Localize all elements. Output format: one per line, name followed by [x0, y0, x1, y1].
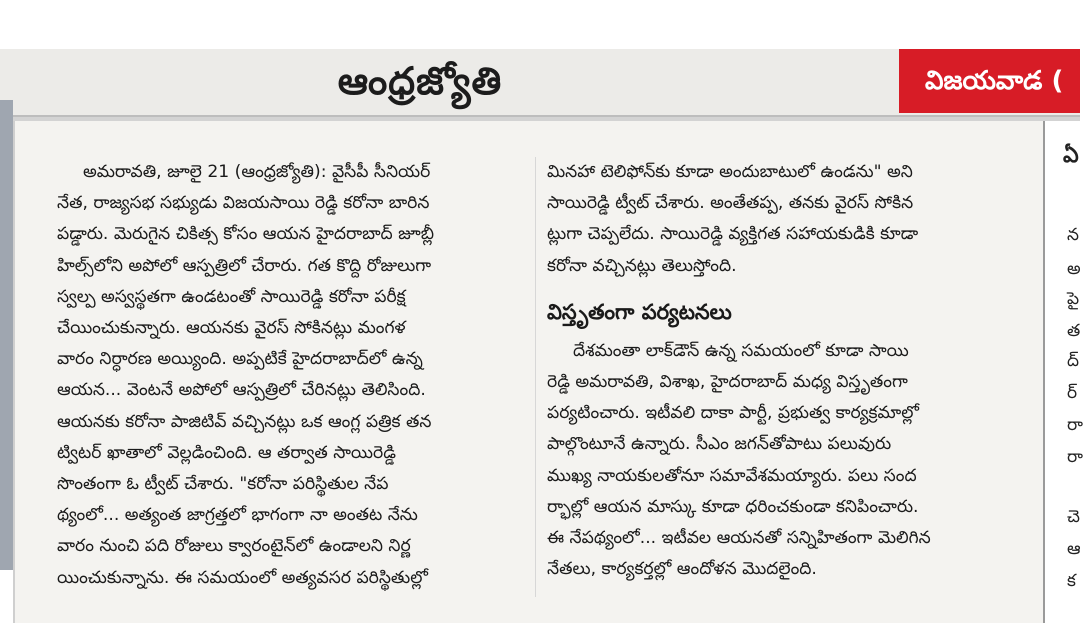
adjacent-article-edge [1043, 121, 1082, 623]
news-article [13, 121, 1045, 623]
adjacent-fragment: పై [1067, 289, 1080, 309]
adjacent-fragment: ద్ [1067, 351, 1080, 371]
article-line: మినహా టెలిఫోన్‌కు కూడా అందుబాటులో ఉండను" అని [547, 162, 913, 182]
article-line: ముఖ్య నాయకులతోనూ సమావేశమయ్యారు. పలు సంద [547, 465, 917, 486]
column-divider [535, 157, 536, 597]
article-line: నేత, రాజ్యసభ సభ్యుడు విజయసాయి రెడ్డి కరోనా బారిన [57, 193, 430, 214]
article-subheading: విస్తృతంగా పర్యటనలు [547, 299, 732, 324]
article-line: చేయించుకున్నారు. ఆయనకు వైరస్ సోకినట్లు మంగళ [57, 318, 406, 339]
article-column-1 [57, 157, 545, 594]
article-line: ట్లుగా చెప్పలేదు. సాయిరెడ్డి వ్యక్తిగత సహాయకుడికి కూడా [547, 224, 919, 245]
article-line: వారం నుంచి పది రోజులు క్వారంటైన్‌లో ఉండాలని నిర్ణ [57, 536, 411, 557]
article-line: యించుకున్నాను. ఈ సమయంలో అత్యవసర పరిస్థితుల్లో [57, 567, 428, 588]
adjacent-fragment: చె [1067, 507, 1080, 527]
article-line: ఆయన... వెంటనే అపోలో ఆస్పత్రిలో చేరినట్లు తెలిసింది. [57, 380, 426, 401]
article-line: పాల్గొంటూనే ఉన్నారు. సీఎం జగన్‌తోపాటు పలువురు [547, 434, 892, 455]
article-line: రెడ్డి అమరావతి, విశాఖ, హైదరాబాద్ మధ్య విస్తృతంగా [547, 372, 908, 393]
article-line: సాయిరెడ్డి ట్వీట్ చేశారు. అంతేతప్ప, తనకు వైరస్ సోకిన [547, 193, 914, 214]
article-line: ట్విటర్ ఖాతాలో వెల్లడించింది. ఆ తర్వాత సాయిరెడ్డి [57, 442, 396, 463]
adjacent-fragment: అ [1067, 259, 1081, 279]
adjacent-fragment: రా [1067, 415, 1083, 435]
article-line: నేతలు, కార్యకర్తల్లో ఆందోళన మొదలైంది. [547, 559, 817, 580]
article-line: థ్యంలో... అత్యంత జాగ్రత్తలో భాగంగా నా అంతట నేను [57, 505, 418, 526]
adjacent-fragment: క [1067, 571, 1076, 591]
article-line: స్వల్ప అస్వస్థతగా ఉండటంతో సాయిరెడ్డి కరోనా పరీక్ష [57, 286, 406, 307]
edition-badge: విజయవాడ ( [899, 49, 1080, 113]
adjacent-fragment: న [1067, 225, 1079, 245]
left-photo-strip [0, 100, 13, 570]
newspaper-logo: ఆంధ్రజ్యోతి [337, 59, 503, 103]
article-line: కరోనా వచ్చినట్లు తెలుస్తోంది. [547, 255, 737, 276]
article-line: వారం నిర్ధారణ అయ్యింది. అప్పటికే హైదరాబాద్‌లో ఉన్న [57, 349, 423, 370]
article-line: హిల్స్‌లోని అపోలో ఆస్పత్రిలో చేరారు. గత కొద్ది రోజులుగా [57, 255, 432, 276]
adjacent-fragment: ర్ [1067, 383, 1078, 403]
article-column-2 [547, 157, 1020, 585]
article-line: ఈ నేపథ్యంలో... ఇటీవల ఆయనతో సన్నిహితంగా మెలిగిన [547, 528, 931, 549]
article-line: ఆయనకు కరోనా పాజిటివ్ వచ్చినట్లు ఒక ఆంగ్ల పత్రిక తన [57, 411, 432, 432]
article-line: ర్భాల్లో ఆయన మాస్కు కూడా ధరించకుండా కనిపించారు. [547, 496, 919, 517]
article-line: అమరావతి, జూలై 21 (ఆంధ్రజ్యోతి): వైసీపీ సీనియర్ [83, 162, 431, 182]
adjacent-fragment: రా [1067, 447, 1083, 467]
adjacent-fragment: ఏ [1063, 143, 1079, 168]
article-line: పర్యటించారు. ఇటీవలి దాకా పార్టీ, ప్రభుత్వ కార్యక్రమాల్లో [547, 403, 919, 424]
article-line: సొంతంగా ఓ ట్వీట్ చేశారు. "కరోనా పరిస్థితుల నేప [57, 474, 389, 495]
adjacent-fragment: ఆ [1067, 539, 1081, 559]
adjacent-fragment: త [1067, 321, 1081, 341]
article-line: దేశమంతా లాక్‌డౌన్ ఉన్న సమయంలో కూడా సాయి [573, 340, 909, 361]
article-line: పడ్డారు. మెరుగైన చికిత్స కోసం ఆయన హైదరాబాద్ జూబ్లీ [57, 224, 434, 245]
